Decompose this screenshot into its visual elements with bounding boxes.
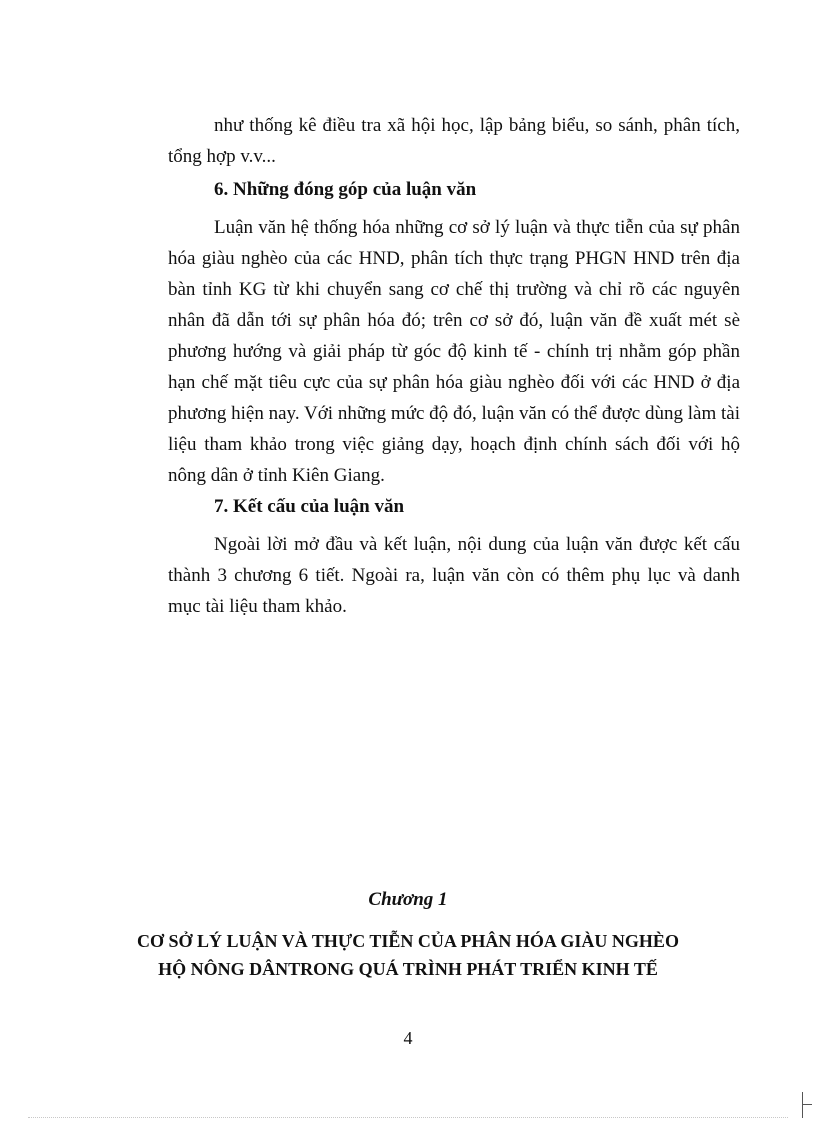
section-6-heading: 6. Những đóng góp của luận văn — [214, 179, 477, 200]
section-7-heading: 7. Kết cấu của luận văn — [214, 496, 405, 517]
chapter-title — [0, 927, 816, 983]
methods-paragraph — [168, 110, 740, 172]
section-6-paragraph: Luận văn hệ thống hóa những cơ sở lý luận và thực tiễn của sự phân hóa giàu nghèo của các HND, phân tích thực trạng PHGN HND trên địa bàn tỉnh KG từ khi chuyển sang cơ chế thị trường và chỉ rõ các nguyên nhân đã dẫn tới sự phân hóa đó; trên cơ sở đó, luận văn đề xuất mét sè phương hướng và giải pháp từ góc độ kinh tế - chính trị nhằm góp phần hạn chế mặt tiêu cực của sự phân hóa giàu nghèo đối với các HND ở địa phương hiện nay. Với những mức độ đó, luận văn có thể được dùng làm tài liệu tham khảo trong việc giảng dạy, hoạch định chính sách đối với hộ nông dân ở tỉnh Kiên Giang. — [168, 217, 740, 486]
section-7-paragraph: Ngoài lời mở đầu và kết luận, nội dung của luận văn được kết cấu thành 3 chương 6 tiết. Ngoài ra, luận văn còn có thêm phụ lục và danh mục tài liệu tham khảo. — [168, 534, 740, 617]
page-boundary-divider — [28, 1117, 788, 1118]
methods-paragraph-text: như thống kê điều tra xã hội học, lập bảng biểu, so sánh, phân tích, tổng hợp v.v... — [168, 115, 740, 167]
chapter-title-line-2: HỘ NÔNG DÂNTRONG QUÁ TRÌNH PHÁT TRIỂN KINH TẾ — [158, 959, 658, 979]
crop-mark-icon — [802, 1092, 813, 1118]
chapter-label: Chương 1 — [368, 889, 448, 910]
page-number: 4 — [403, 1028, 413, 1048]
chapter-title-line-1: CƠ SỞ LÝ LUẬN VÀ THỰC TIỄN CỦA PHÂN HÓA GIÀU NGHÈO — [137, 931, 679, 951]
